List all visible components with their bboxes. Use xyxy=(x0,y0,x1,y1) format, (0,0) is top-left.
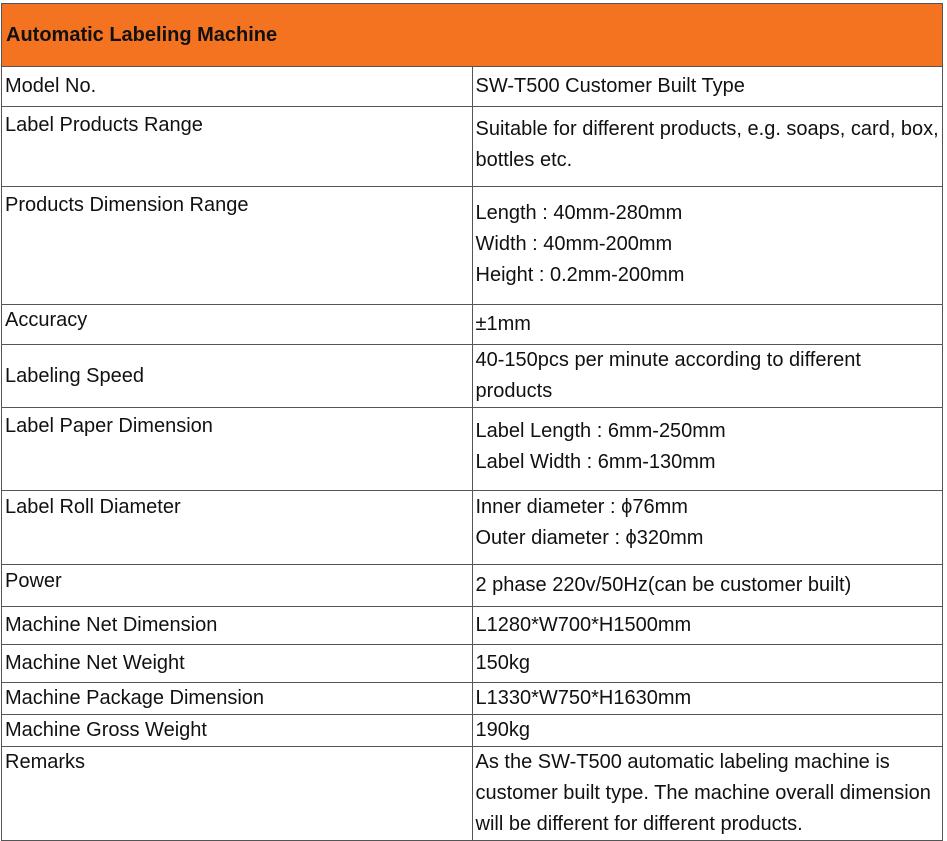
row-value: SW-T500 Customer Built Type xyxy=(472,67,943,107)
row-label: Label Roll Diameter xyxy=(2,491,473,565)
table-row xyxy=(2,107,943,187)
row-label: Products Dimension Range xyxy=(2,187,473,305)
row-value: ±1mm xyxy=(472,305,943,345)
table-row xyxy=(2,683,943,715)
row-label: Machine Package Dimension xyxy=(2,683,473,715)
row-value: L1330*W750*H1630mm xyxy=(472,683,943,715)
table-row xyxy=(2,345,943,408)
row-label: Machine Net Weight xyxy=(2,645,473,683)
row-label: Machine Net Dimension xyxy=(2,607,473,645)
table-row xyxy=(2,607,943,645)
table-row xyxy=(2,187,943,305)
table-header-row xyxy=(2,4,943,67)
table-row xyxy=(2,305,943,345)
table-title: Automatic Labeling Machine xyxy=(2,4,943,67)
table-row xyxy=(2,67,943,107)
row-value: L1280*W700*H1500mm xyxy=(472,607,943,645)
row-label: Machine Gross Weight xyxy=(2,715,473,747)
row-value: As the SW-T500 automatic labeling machine is customer built type. The machine overall dimension will be different for different products. xyxy=(472,747,943,841)
row-value: 190kg xyxy=(472,715,943,747)
table-row xyxy=(2,715,943,747)
table-row xyxy=(2,408,943,491)
table-row xyxy=(2,645,943,683)
row-label: Label Paper Dimension xyxy=(2,408,473,491)
row-value: 150kg xyxy=(472,645,943,683)
row-value: 2 phase 220v/50Hz(can be customer built) xyxy=(472,565,943,607)
row-label: Power xyxy=(2,565,473,607)
table-row xyxy=(2,747,943,841)
row-label: Accuracy xyxy=(2,305,473,345)
table-row xyxy=(2,491,943,565)
table-row xyxy=(2,565,943,607)
row-value: Length : 40mm-280mm Width : 40mm-200mm Height : 0.2mm-200mm xyxy=(472,187,943,305)
row-value: 40-150pcs per minute according to different products xyxy=(472,345,943,408)
row-value: Inner diameter : ϕ76mm Outer diameter : ϕ320mm xyxy=(472,491,943,565)
row-label: Model No. xyxy=(2,67,473,107)
row-label: Labeling Speed xyxy=(2,345,473,408)
row-value: Suitable for different products, e.g. soaps, card, box, bottles etc. xyxy=(472,107,943,187)
row-value: Label Length : 6mm-250mm Label Width : 6mm-130mm xyxy=(472,408,943,491)
row-label: Remarks xyxy=(2,747,473,841)
row-label: Label Products Range xyxy=(2,107,473,187)
spec-table xyxy=(1,3,943,841)
